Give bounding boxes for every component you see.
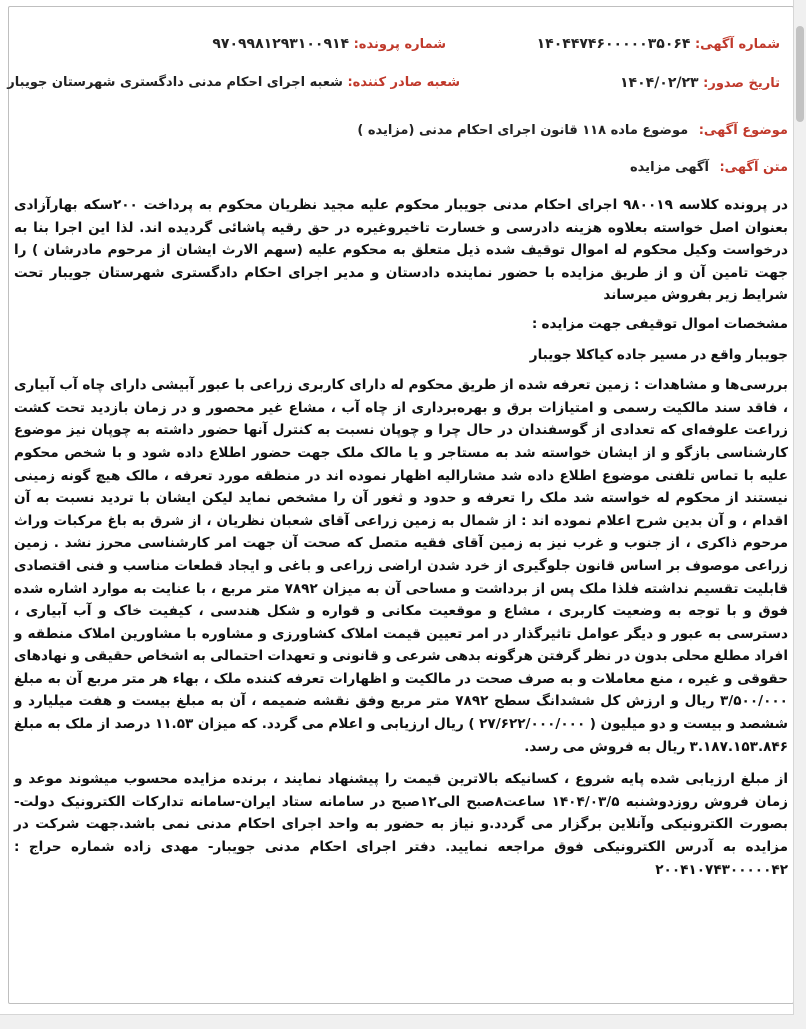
notice-number-row — [537, 36, 780, 52]
subject-label: موضوع آگهی: — [698, 123, 788, 138]
issuer-label: شعبه صادر کننده: — [347, 75, 460, 90]
issuer-row — [7, 75, 460, 90]
case-number-label: شماره پرونده: — [353, 37, 446, 52]
scrollbar-thumb[interactable] — [796, 26, 804, 122]
issuer: شعبه اجرای احکام مدنی دادگستری شهرستان جویبار — [7, 75, 343, 90]
intro-paragraph: در پرونده کلاسه ۹۸۰۰۱۹ اجرای احکام مدنی جویبار محکوم علیه مجید نظریان محکوم به پرداخت ۲۰۰سکه بهارآزادی بعنوان اصل خواسته بعلاوه هزینه دادرسی و خسارت تاخیروغیره در حق رقیه پاشائی گردیده اند. لذا این اجرا بنا به درخواست وکیل محکوم له اموال توقیف شده ذیل متعلق به محکوم علیه (سهم الارث ایشان از مرحوم مادرشان ) را جهت تامین آن و از طریق مزایده با حضور نماینده دادستان و مدیر اجرای احکام دادگستری شهرستان جویبار تحت شرایط زیر بفروش میرساند — [14, 197, 788, 304]
review-paragraph: بررسی‌ها و مشاهدات : زمین تعرفه شده از طریق محکوم له دارای کاربری زراعی با عبور آبیشی دارای چاه آب آبیاری ، فاقد سند مالکیت رسمی و امتیازات برق و بهره‌برداری از چاه آب ، مشاع غیر محصور و در زمان بازدید تحت کشت زراعت علوفه‌ای که تعدادی از گوسفندان در حال چرا و چوپان نسبت به کنترل آنها حضور داشته به چوپان نیز موضوع کارشناسی بازگو و از ایشان خواسته شد به مستاجر و یا مالک ملک جهت حضور اطلاع داده شود و با شخص محکوم علیه با تماس تلفنی موضوع اطلاع داده شد مشارالیه اظهار نموده اند در منطقه مورد تعرفه ، مالک هیچ گونه زمینی نیستند از محکوم له خواسته شد ملک را تعرفه و حدود و ثغور آن را مشخص نماید لیکن ایشان با تردید نسبت به آن اقدام ، و آن بدین شرح اعلام نموده اند : از شمال به زمین زراعی آقای شعبان نظریان ، از شرق به باغ مرکبات وراث مرحوم ذاکری ، از جنوب و غرب نیز به زمین آقای فقیه متصل که صحت آن جهت امر کارشناسی محرز نشد . زمین زراعی موصوف بر اساس قانون جلوگیری از خرد شدن اراضی زراعی و باغی و ایجاد قطعات مناسب و فنی اقتصادی قابلیت تقسیم نداشته فلذا ملک پس از برداشت و مساحی آن به میزان ۷۸۹۲ متر مربع ، با عنایت به موارد اشاره شده فوق و با توجه به وضعیت کاربری ، مشاع و موقعیت مکانی و قواره و شکل هندسی ، کیفیت خاک و آب آبیاری ، دسترسی به عبور و دیگر عوامل تاثیرگذار در امر تعیین قیمت املاک کشاورزی و مشاوره با مشاورین املاک منطقه و افراد مطلع محلی بدون در نظر گرفتن هرگونه بدهی شرعی و قانونی و تعهدات احتمالی به اشخاص حقیقی و نهادهای حقوقی و غیره ، منع معاملات و به صرف صحت در مالکیت و اظهارات تعرفه کننده ملک ، بهاء هر متر مربع آن به مبلغ ۳/۵۰۰/۰۰۰ ریال و ارزش کل ششدانگ سطح ۷۸۹۲ متر مربع وفق نقشه ضمیمه ، آن به مبلغ بیست و هفت میلیارد و ششصد و بیست و دو میلیون ( ۲۷/۶۲۲/۰۰۰/۰۰۰ ) ریال ارزیابی و اعلام می گردد. که میزان ۱۱.۵۳ درصد از ملک به مبلغ ۳.۱۸۷.۱۵۳.۸۴۶ ریال به فروش می رسد. — [14, 377, 788, 755]
notice-number-label: شماره آگهی: — [694, 37, 780, 52]
horizontal-scrollbar[interactable] — [0, 1014, 794, 1029]
case-number: ۹۷۰۹۹۸۱۲۹۳۱۰۰۹۱۴ — [212, 36, 350, 52]
subject-row — [357, 123, 788, 138]
location-line: جویبار واقع در مسیر جاده کیاکلا جویبار — [529, 346, 788, 363]
body-title-value: آگهی مزایده — [630, 160, 709, 175]
vertical-scrollbar[interactable] — [793, 0, 806, 1029]
body-title-row — [630, 160, 788, 175]
case-number-row — [212, 36, 446, 52]
notice-body — [14, 194, 788, 881]
body-title-label: متن آگهی: — [719, 160, 788, 175]
issue-date-row — [620, 75, 780, 91]
issue-date: ۱۴۰۴/۰۲/۲۳ — [620, 75, 699, 91]
issue-date-label: تاریخ صدور: — [703, 76, 780, 91]
assets-heading: مشخصات اموال توقیفی جهت مزایده : — [531, 315, 788, 332]
notice-number: ۱۴۰۴۴۷۴۶۰۰۰۰۰۳۵۰۶۴ — [536, 36, 691, 52]
terms-paragraph: از مبلغ ارزیابی شده پایه شروع ، کسانیکه بالاترین قیمت را پیشنهاد نمایند ، برنده مزایده محسوب میشوند موعد و زمان فروش روزدوشنبه ۱۴۰۴/۰۳/۵ ساعت۸صبح الی۱۲صبح در سامانه ستاد ایران-سامانه تدارکات الکترونیک دولت-بصورت الکترونیکی وآنلاین برگزار می گردد.و نیاز به حضور به واحد اجرای احکام مدنی نمی باشد.جهت شرکت در مزایده به آدرس الکترونیکی فوق مراجعه نمایید. دفتر اجرای احکام مدنی جویبار- مهدی زاده شماره حراج : ۲۰۰۴۱۰۷۴۳۰۰۰۰۰۴۲ — [14, 771, 788, 878]
subject-value: موضوع ماده ۱۱۸ قانون اجرای احکام مدنی (مزایده ) — [357, 123, 689, 138]
